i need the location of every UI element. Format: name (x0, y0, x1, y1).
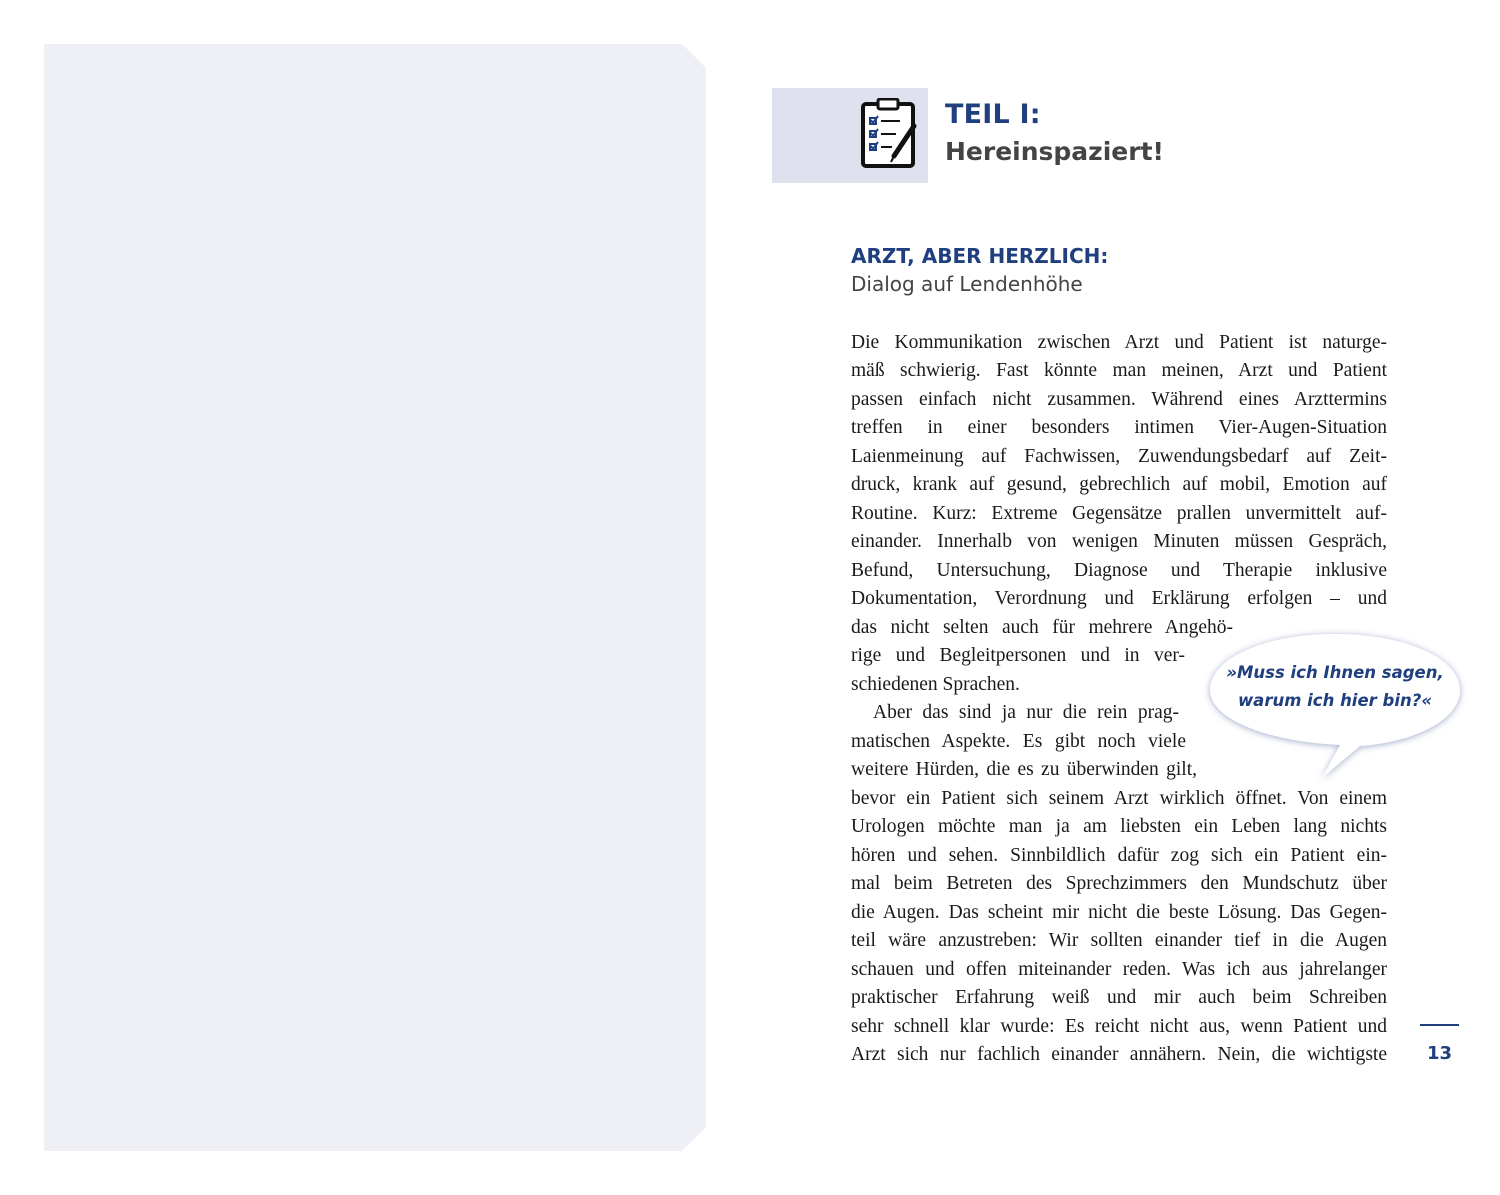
page-number-rule (1420, 1024, 1459, 1026)
body-line: rige und Begleitpersonen und in ver- (851, 645, 1185, 666)
body-line: teil wäre anzustreben: Wir sollten einander tief in die Augen (851, 930, 1387, 951)
part-label: TEIL I: (945, 99, 1041, 130)
body-line: Urologen möchte man ja am liebsten ein Leben lang nichts (851, 816, 1387, 837)
part-header (772, 88, 1412, 183)
body-line: passen einfach nicht zusammen. Während eines Arzttermins (851, 389, 1387, 410)
body-line: Aber das sind ja nur die rein prag- (873, 702, 1179, 723)
body-line: druck, krank auf gesund, gebrechlich auf mobil, Emotion auf (851, 474, 1387, 495)
page-number: 13 (1426, 1043, 1453, 1064)
body-line: Befund, Untersuchung, Diagnose und Therapie inklusive (851, 560, 1387, 581)
speech-bubble-line: warum ich hier bin?« (1237, 691, 1433, 710)
body-line: einander. Innerhalb von wenigen Minuten müssen Gespräch, (851, 531, 1387, 552)
body-line: hören und sehen. Sinnbildlich dafür zog sich ein Patient ein- (851, 845, 1387, 866)
body-line: praktischer Erfahrung weiß und mir auch beim Schreiben (851, 987, 1387, 1008)
body-line: treffen in einer besonders intimen Vier-Augen-Situation (851, 417, 1387, 438)
body-line: Dokumentation, Verordnung und Erklärung erfolgen – und (851, 588, 1387, 609)
body-line: schiedenen Sprachen. (851, 674, 1020, 695)
speech-bubble (1200, 628, 1470, 783)
body-line: matischen Aspekte. Es gibt noch viele (851, 731, 1186, 752)
body-line: schauen und offen miteinander reden. Was ich aus jahrelanger (851, 959, 1387, 980)
body-line: weitere Hürden, die es zu überwinden gilt, (851, 759, 1197, 780)
body-line: mäß schwierig. Fast könnte man meinen, Arzt und Patient (851, 360, 1387, 381)
body-line: die Augen. Das scheint mir nicht die beste Lösung. Das Gegen- (851, 902, 1387, 923)
body-line: sehr schnell klar wurde: Es reicht nicht aus, wenn Patient und (851, 1016, 1387, 1037)
body-line: Laienmeinung auf Fachwissen, Zuwendungsbedarf auf Zeit- (851, 446, 1387, 467)
body-line: mal beim Betreten des Sprechzimmers den Mundschutz über (851, 873, 1387, 894)
part-title: Hereinspaziert! (945, 137, 1164, 166)
chapter-title: ARZT, ABER HERZLICH: (851, 244, 1109, 268)
chapter-subtitle: Dialog auf Lendenhöhe (851, 272, 1083, 296)
clipboard-checklist-icon (860, 98, 918, 170)
body-line: bevor ein Patient sich seinem Arzt wirklich öffnet. Von einem (851, 788, 1387, 809)
body-line: Die Kommunikation zwischen Arzt und Patient ist naturge- (851, 332, 1387, 353)
body-line: Arzt sich nur fachlich einander annähern. Nein, die wichtigste (851, 1044, 1387, 1065)
body-line: das nicht selten auch für mehrere Angehö- (851, 617, 1233, 638)
left-page-blank (44, 44, 706, 1151)
speech-bubble-line: »Muss ich Ihnen sagen, (1226, 663, 1444, 682)
body-line: Routine. Kurz: Extreme Gegensätze prallen unvermittelt auf- (851, 503, 1387, 524)
part-icon-box (772, 88, 928, 183)
